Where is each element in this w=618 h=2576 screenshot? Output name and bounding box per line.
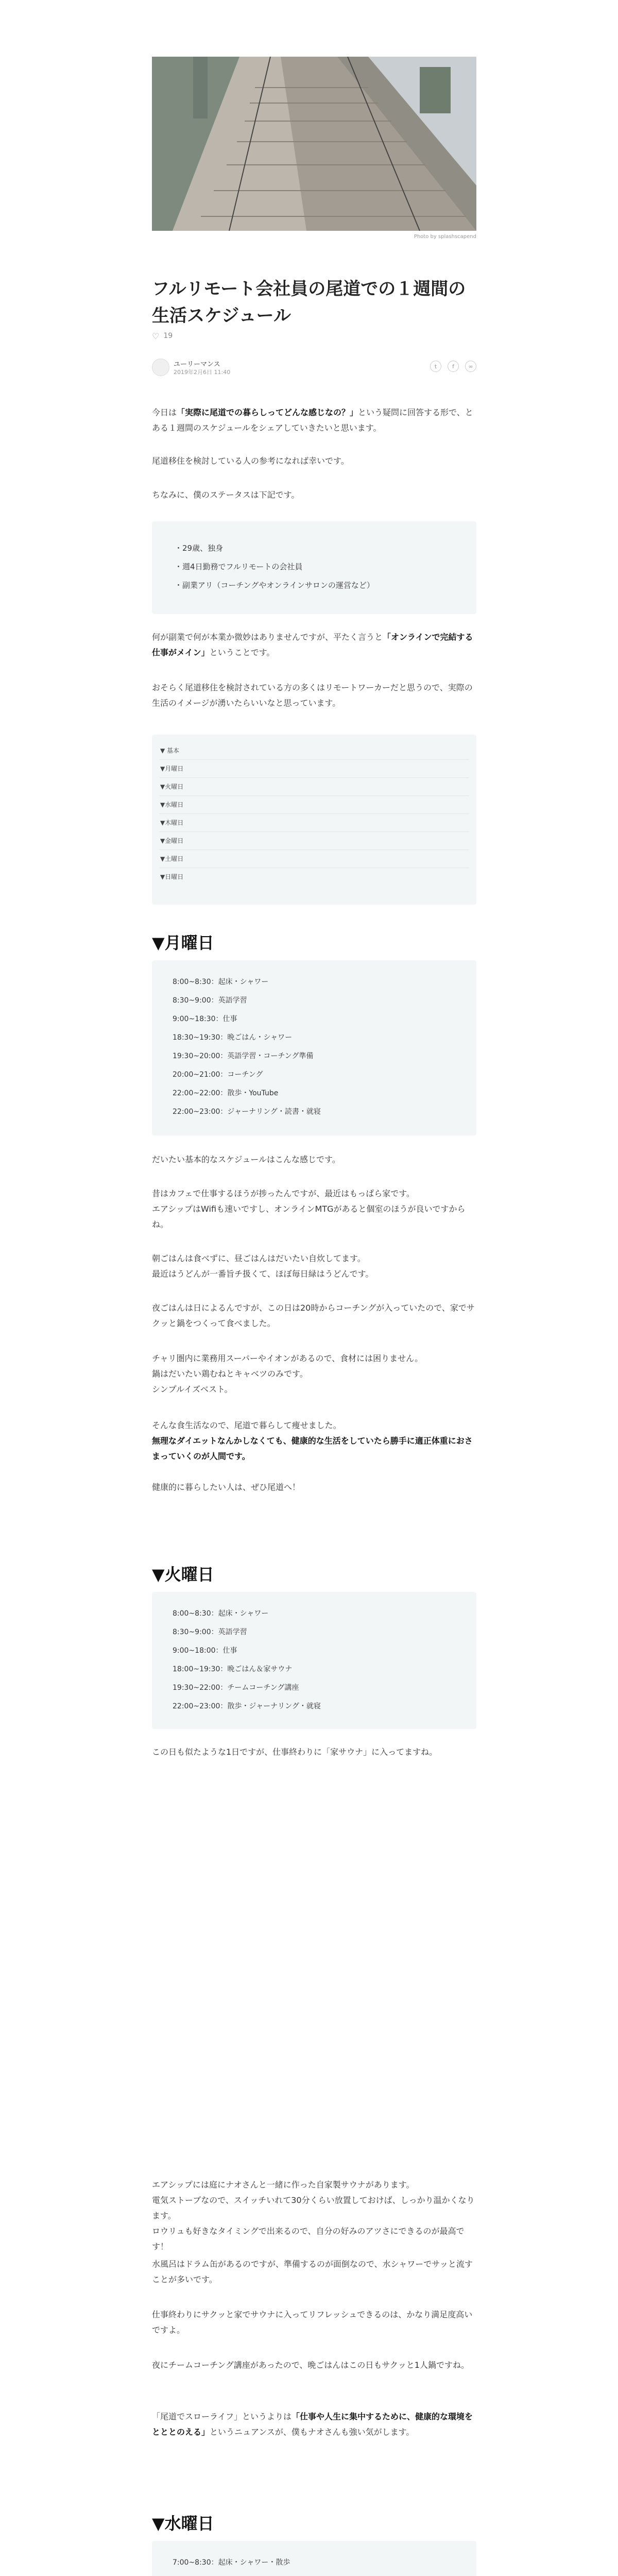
schedule-wednesday [152,2541,476,2576]
heading-tuesday: ▼火曜日 [152,1565,214,1584]
schedule-monday [152,960,476,1136]
status-item: ・29歳、独身 [175,544,224,553]
intro-paragraph-5: おそらく尾道移住を検討されている方の多くはリモートワーカーだと思うので、実際の生活のイメージが湧いたらいいなと思っています。 [152,683,473,708]
monday-paragraph-6: そんな食生活なので、尾道で暮らして痩せました。 無理なダイエットなんかしなくても、健康的な生活をしていたら勝手に適正体重におさまっていくのが人間です。 [152,1420,473,1461]
monday-paragraph-3: 朝ごはんは食べずに、昼ごはんはだいたい自炊してます。 最近はうどんが一番旨チ扱くて、ほぼ毎日緑はうどんです。 [152,1253,374,1279]
toc-item-monday[interactable]: ▼月曜日 [159,760,469,778]
toc-item-friday[interactable]: ▼金曜日 [159,832,469,850]
like-count: 19 [163,332,173,340]
twitter-icon[interactable]: t [430,361,441,372]
toc-item-saturday[interactable]: ▼土曜日 [159,850,469,868]
share-buttons [430,361,476,372]
monday-paragraph-1: だいたい基本的なスケジュールはこんな感じです。 [152,1155,340,1164]
stairs-photo [152,57,476,231]
article-title: フルリモート会社員の尾道での１週間の生活スケジュール [152,279,466,326]
schedule-item: 8:30~9:00：英語学習 [173,1628,247,1636]
schedule-item: 8:00~8:30：起床・シャワー [173,1609,269,1618]
schedule-item: 9:00~18:30：仕事 [173,1015,237,1023]
schedule-item: 8:30~9:00：英語学習 [173,996,247,1005]
hero-image [152,57,476,231]
schedule-item: 22:00~22:00：散歩・YouTube [173,1089,279,1097]
monday-paragraph-2: 昔はカフェで仕事するほうが捗ったんですが、最近はもっぱら家です。 エアシップはWifiも速いですし、オンラインMTGがあると個室のほうが良いですからね。 [152,1189,466,1229]
avatar[interactable] [152,359,169,376]
tuesday-paragraph-5: 夜にチームコーチング講座があったので、晩ごはんはこの日もサクッと1人鍋ですね。 [152,2360,469,2370]
heart-icon[interactable]: ♡ [152,331,160,341]
schedule-item: 19:30~22:00：チームコーチング講座 [173,1684,299,1692]
schedule-item: 22:00~23:00：ジャーナリング・読書・就寝 [173,1108,321,1116]
status-box [152,521,476,614]
schedule-item: 18:30~19:30：晩ごはん・シャワー [173,1033,293,1042]
intro-paragraph-2: 尾道移住を検討している人の参考になれば幸いです。 [152,456,349,466]
toc-item-tuesday[interactable]: ▼火曜日 [159,778,469,796]
heading-wednesday: ▼水曜日 [152,2514,214,2533]
toc-item-sunday[interactable]: ▼日曜日 [160,873,184,880]
tuesday-paragraph-6: 「尾道でスローライフ」というよりは「仕事や人生に集中するために、健康的な環境をとととのえる」というニュアンスが、僕もナオさんも強い気がします。 [152,2412,473,2437]
tuesday-paragraph-3: 水風呂はドラム缶があるのですが、準備するのが面倒なので、水シャワーでサッと流すことが多いです。 [152,2259,473,2284]
toc-item[interactable]: ▼ 基本 [159,742,469,760]
link-icon[interactable]: ∞ [465,361,476,372]
author-row [152,358,476,378]
facebook-icon[interactable]: f [448,361,459,372]
schedule-item: 20:00~21:00：コーチング [173,1071,263,1079]
intro-paragraph-4: 何が副業で何が本業か微妙はありませんですが、平たく言うと「オンラインで完結する仕事がメイン」ということです。 [152,632,473,657]
table-of-contents [152,735,476,905]
author-name[interactable]: ユーリーマンス [174,361,220,368]
monday-paragraph-4: 夜ごはんは日によるんですが、この日は20時からコーチングが入っていたので、家でサクッと鍋をつくって食べました。 [152,1303,475,1328]
intro-paragraph-1: 今日は「実際に尾道での暮らしってどんな感じなの？」という疑問に回答する形で、とある１週間のスケジュールをシェアしていきたいと思います。 [152,408,473,433]
schedule-tuesday [152,1592,476,1729]
heading-monday: ▼月曜日 [152,933,214,953]
tuesday-paragraph-2: エアシップには庭にナオさんと一緒に作った自家製サウナがあります。 電気ストーブなので、スイッチいれて30分くらい放置しておけば、しっかり温かくなります。 ロウリュも好きなタイミングで出来るので、自分の好みのアツさにできるのが最高です！ [152,2180,475,2251]
intro-paragraph-3: ちなみに、僕のステータスは下記です。 [152,490,300,500]
status-item: ・週4日勤務でフルリモートの会社員 [175,562,303,571]
toc-item-thursday[interactable]: ▼木曜日 [159,814,469,832]
schedule-item: 9:00~18:00：仕事 [173,1647,237,1655]
toc-item-wednesday[interactable]: ▼水曜日 [159,796,469,814]
schedule-item: 22:00~23:00：散歩・ジャーナリング・就寝 [173,1702,321,1710]
tuesday-paragraph-4: 仕事終わりにサクッと家でサウナに入ってリフレッシュできるのは、かなり満足度高いですよ。 [152,2310,473,2335]
photo-caption: Photo by splashscapend [414,234,476,240]
schedule-item [173,2572,476,2576]
post-date: 2019年2月6日 11:40 [174,369,231,376]
monday-paragraph-7: 健康的に暮らしたい人は、ぜひ尾道へ！ [152,1482,301,1492]
schedule-item: 18:00~19:30：晩ごはん＆家サウナ [173,1665,293,1673]
tuesday-paragraph-1: この日も似たような1日ですが、仕事終わりに「家サウナ」に入ってますね。 [152,1747,438,1757]
schedule-item: 7:00~8:30：起床・シャワー・散歩 [173,2558,290,2567]
schedule-item: 8:00~8:30：起床・シャワー [173,978,269,986]
monday-paragraph-5: チャリ圏内に業務用スーパーやイオンがあるので、食材には困りません。 鍋はだいたい鶏むねとキャベツのみです。 シンプルイズベスト。 [152,1353,423,1394]
like-row [152,330,476,342]
status-item: ・副業アリ（コーチングやオンラインサロンの運営など） [175,581,374,590]
schedule-item: 19:30~20:00：英語学習・コーチング準備 [173,1052,314,1060]
